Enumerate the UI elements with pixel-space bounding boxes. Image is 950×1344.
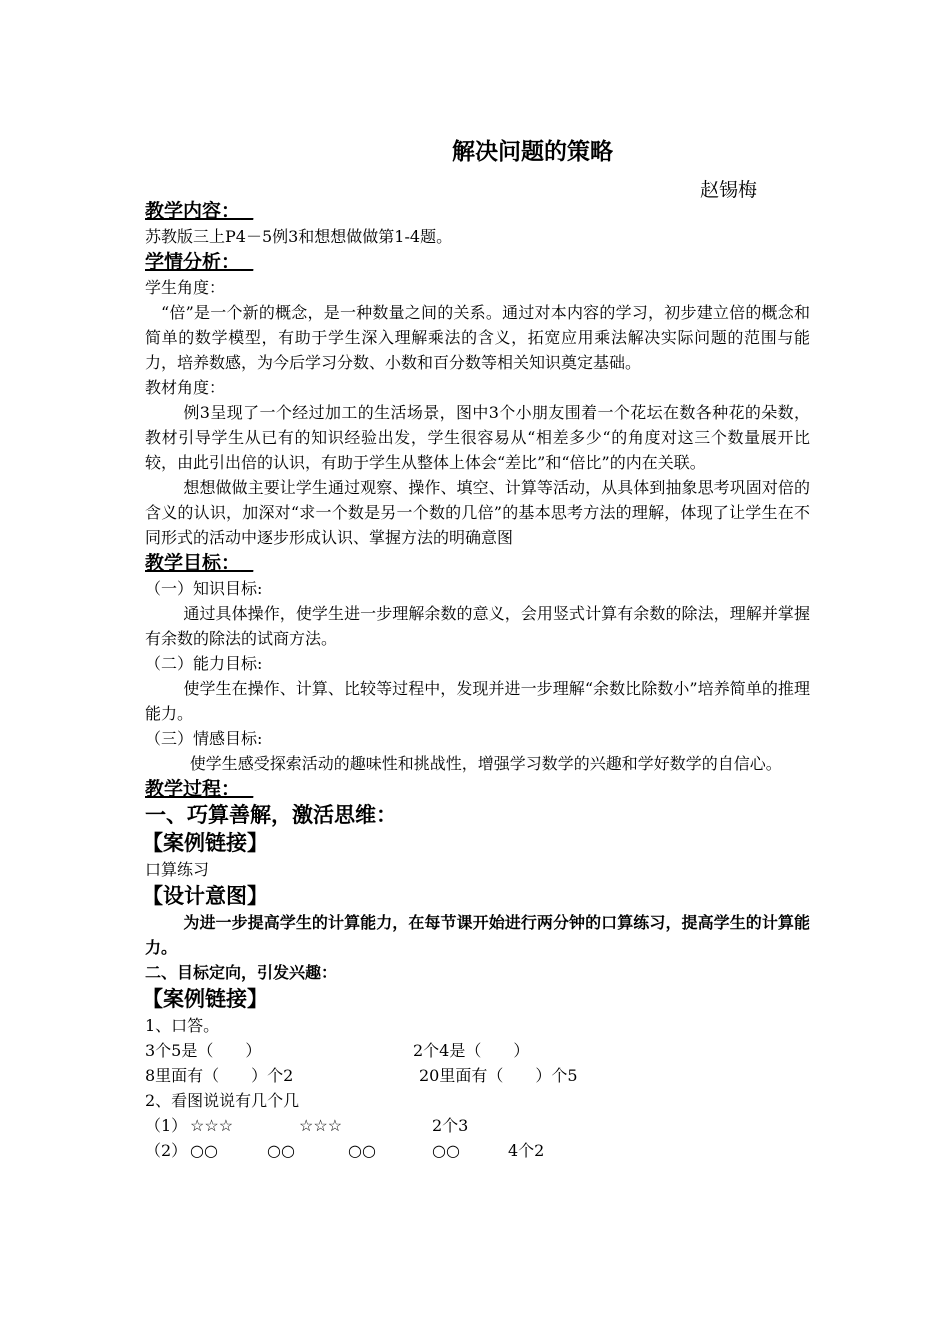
circle-group-1: ○○	[190, 1141, 218, 1160]
textbook-label: 教材角度：	[145, 378, 226, 397]
question-2-2-answer: 4个2	[508, 1141, 545, 1160]
circle-group-3: ○○	[348, 1141, 376, 1160]
question-1-row-b	[145, 1063, 810, 1088]
student-text: “倍”是一个新的概念，是一种数量之间的关系。通过对本内容的学习，初步建立倍的概念和简单的数学模型，有助于学生深入理解乘法的含义，拓宽应用乘法解决实际问题的范围与能力，培养数感，为今后学习分数、小数和百分数等相关知识奠定基础。	[145, 303, 810, 372]
question-1a: 3个5是（ ）	[145, 1041, 262, 1060]
content-heading: 教学内容：	[145, 200, 241, 222]
design-text: 为进一步提高学生的计算能力，在每节课开始进行两分钟的口算练习，提高学生的计算能力。	[145, 913, 810, 957]
question-1-row-a	[145, 1038, 810, 1063]
circle-group-2: ○○	[267, 1141, 295, 1160]
goal-2-label: （二）能力目标:	[145, 654, 263, 673]
case-link-heading: 【案例链接】	[142, 831, 268, 855]
goal-1-label: （一）知识目标:	[145, 579, 263, 598]
question-1c: 8里面有（ ）个2	[145, 1066, 294, 1085]
process-heading: 教学过程：	[145, 778, 241, 800]
question-2-1-answer: 2个3	[432, 1116, 469, 1135]
document-body	[142, 198, 810, 1163]
star-group-1: ☆☆☆	[190, 1116, 234, 1135]
goal-1-text: 通过具体操作，使学生进一步理解余数的意义，会用竖式计算有余数的除法，理解并掌握有余数的除法的试商方法。	[145, 604, 810, 648]
question-1b: 2个4是（ ）	[413, 1041, 530, 1060]
section-2-heading: 二、目标定向，引发兴趣：	[145, 963, 338, 982]
design-intent-heading: 【设计意图】	[142, 884, 268, 908]
section-1-heading: 一、巧算善解，激活思维：	[145, 803, 397, 827]
circle-group-4: ○○	[432, 1141, 460, 1160]
question-1: 1、口答。	[145, 1016, 220, 1035]
analysis-heading: 学情分析：	[145, 251, 241, 273]
student-label: 学生角度：	[145, 278, 226, 297]
textbook-text-1: 例3呈现了一个经过加工的生活场景，图中3个小朋友围着一个花坛在数各种花的朵数，教材引导学生从已有的知识经验出发，学生很容易从“相差多少“的角度对这三个数量展开比较，由此引出倍的认识，有助于学生从整体上体会“差比”和“倍比”的内在关联。	[145, 403, 810, 472]
textbook-text-2: 想想做做主要让学生通过观察、操作、填空、计算等活动，从具体到抽象思考巩固对倍的含义的认识，加深对“求一个数是另一个数的几倍”的基本思考方法的理解，体现了让学生在不同形式的活动中逐步形成认识、掌握方法的明确意图	[145, 478, 810, 547]
content-text: 苏教版三上P4－5例3和想想做做第1-4题。	[145, 227, 453, 246]
question-2: 2、看图说说有几个几	[145, 1091, 300, 1110]
question-1d: 20里面有（ ）个5	[419, 1066, 578, 1085]
goal-3-label: （三）情感目标:	[145, 729, 263, 748]
case-link-heading-2: 【案例链接】	[142, 987, 268, 1011]
oral-practice: 口算练习	[145, 860, 210, 879]
goals-heading: 教学目标：	[145, 552, 241, 574]
author-name: 赵锡梅	[700, 179, 758, 201]
star-group-2: ☆☆☆	[299, 1116, 343, 1135]
goal-3-text: 使学生感受探索活动的趣味性和挑战性，增强学习数学的兴趣和学好数学的自信心。	[189, 754, 782, 773]
page-title: 解决问题的策略	[452, 139, 613, 165]
question-2-row-1	[145, 1113, 810, 1138]
question-2-row-2	[145, 1138, 810, 1163]
question-2-1-label: （1）	[145, 1116, 188, 1135]
question-2-2-label: （2）	[145, 1141, 188, 1160]
goal-2-text: 使学生在操作、计算、比较等过程中，发现并进一步理解“余数比除数小”培养简单的推理能力。	[145, 679, 810, 723]
